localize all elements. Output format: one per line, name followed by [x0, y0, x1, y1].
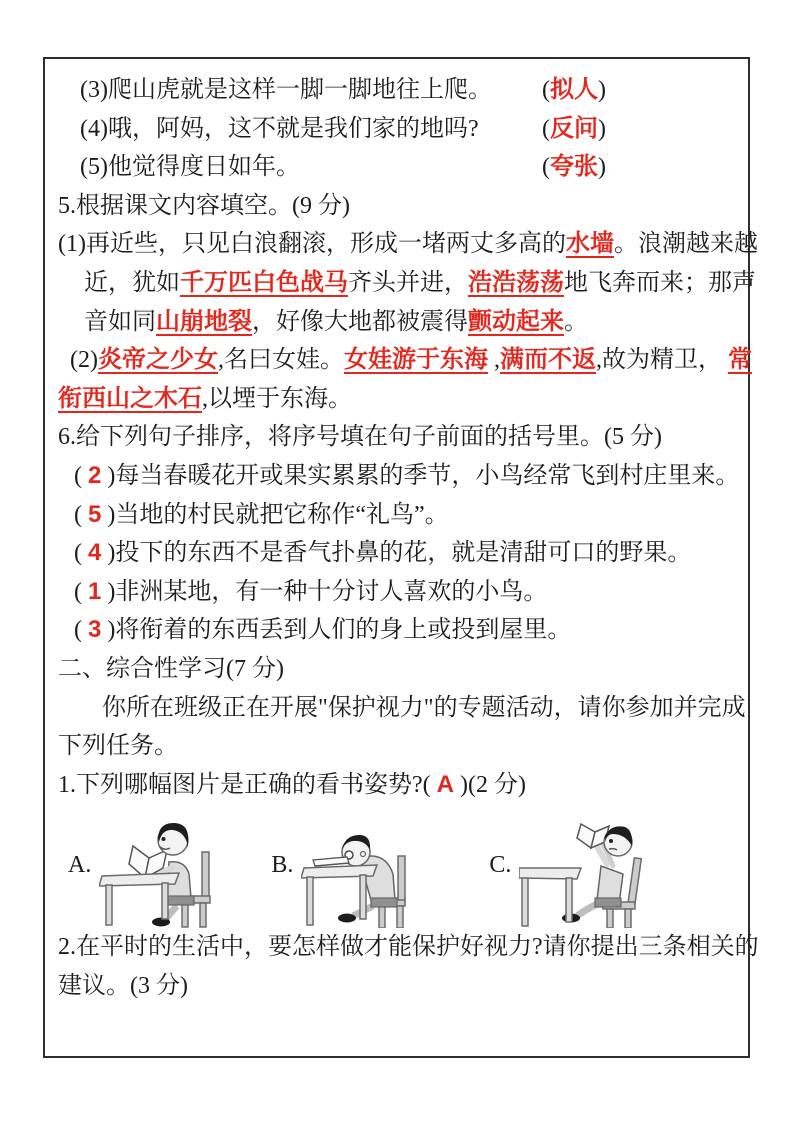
section2-intro-line1: 你所在班级正在开展"保护视力"的专题活动，请你参加并完成: [102, 694, 746, 721]
posture-label-a: A.: [68, 851, 92, 878]
s2-q1: 1.下列哪幅图片是正确的看书姿势?( A )(2 分): [58, 770, 526, 798]
posture-label-b: B.: [271, 851, 294, 878]
q6-item-5: ( 3 )将衔着的东西丢到人们的身上或投到屋里。: [74, 616, 572, 644]
q6-item-3: ( 4 )投下的东西不是香气扑鼻的花，就是清甜可口的野果。: [74, 539, 692, 567]
q5-blank2-line1: (2)炎帝之少女,名曰女娃。女娃游于东海 ,满而不返,故为精卫， 常: [70, 346, 752, 374]
q6-item-4: ( 1 )非洲某地，有一种十分讨人喜欢的小鸟。: [74, 577, 548, 605]
posture-image-c-leaning-back-icon: [519, 816, 651, 928]
q5-blank1-line3: 音如同山崩地裂，好像大地都被震得颤动起来。: [84, 307, 588, 335]
posture-option-c: [489, 816, 651, 928]
worksheet-page: [43, 57, 759, 1058]
worksheet-lines-top: [58, 71, 758, 804]
q5-blank2-line2: 衔西山之木石,以堙于东海。: [58, 384, 352, 412]
posture-image-a-upright-correct-icon: [99, 816, 231, 928]
q5-blank1-line1: (1)再近些，只见白浪翻滚，形成一堵两丈多高的水墙。浪潮越来越: [58, 230, 758, 258]
q6-item-2: ( 5 )当地的村民就把它称作“礼鸟”。: [74, 500, 449, 528]
q4-item-5: (5)他觉得度日如年。 (夸张): [80, 153, 606, 181]
posture-image-b-hunched-icon: [301, 816, 433, 928]
s2-q2-line1: 2.在平时的生活中，要怎样做才能保护好视力?请你提出三条相关的: [58, 934, 759, 961]
q6-item-1: ( 2 )每当春暖花开或果实累累的季节，小鸟经常飞到村庄里来。: [74, 461, 740, 489]
q5-title: 5.根据课文内容填空。(9 分): [58, 192, 350, 219]
q4-item-3: (3)爬山虎就是这样一脚一脚地往上爬。 (拟人): [80, 76, 606, 103]
posture-option-b: [271, 816, 433, 928]
q4-item-4: (4)哦，阿妈，这不就是我们家的地吗? (反问): [80, 114, 606, 142]
q6-title: 6.给下列句子排序，将序号填在句子前面的括号里。(5 分): [58, 424, 662, 451]
posture-option-a: [68, 816, 231, 928]
s2-q2-line2: 建议。(3 分): [58, 972, 188, 999]
worksheet-lines-bottom: [58, 928, 759, 1005]
posture-images-row: [68, 808, 742, 928]
q5-blank1-line2: 近，犹如千万匹白色战马齐头并进，浩浩荡荡地飞奔而来；那声: [84, 268, 756, 296]
posture-label-c: C.: [489, 851, 512, 878]
section2-intro-line2: 下列任务。: [58, 733, 178, 760]
section2-title: 二、综合性学习(7 分): [58, 655, 284, 682]
